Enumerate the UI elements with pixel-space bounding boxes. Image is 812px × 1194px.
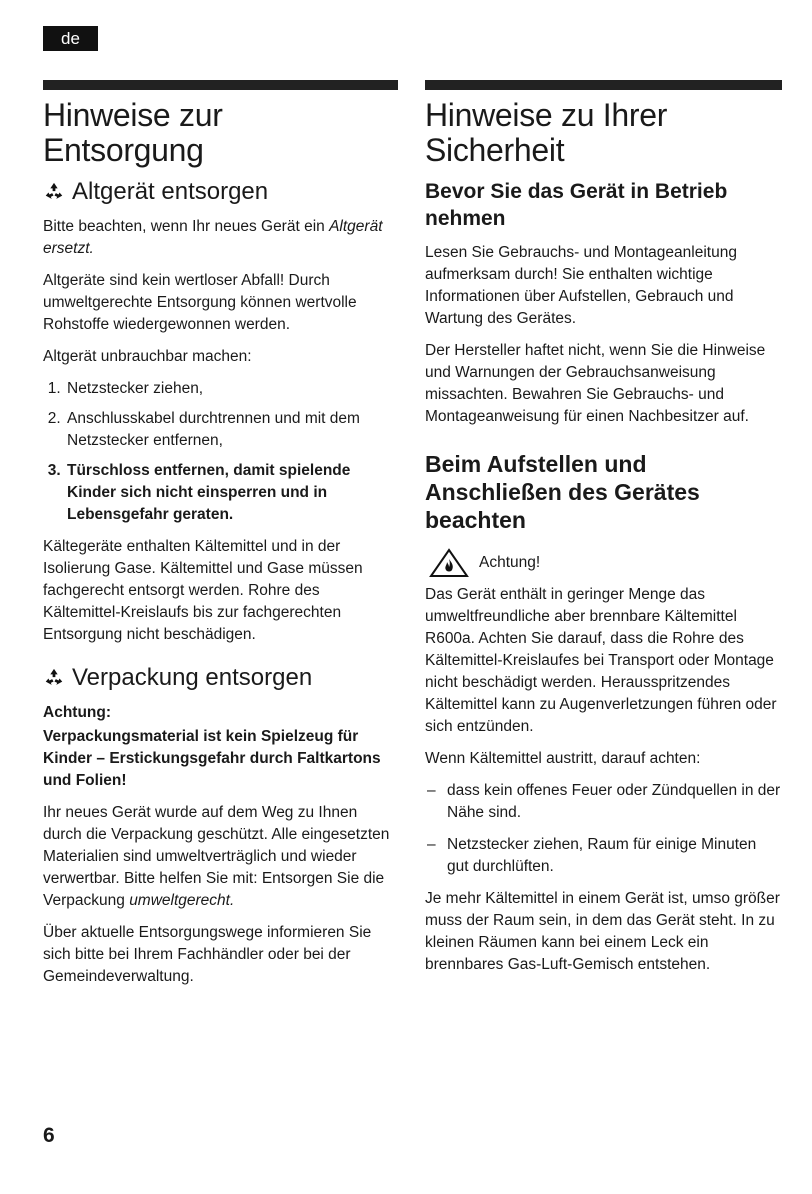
page-number: 6 bbox=[43, 1124, 55, 1147]
section-rule bbox=[425, 80, 782, 90]
old-appliance-heading bbox=[43, 178, 398, 206]
safety-heading-line2: Sicherheit bbox=[425, 132, 565, 168]
list-item: – dass kein offenes Feuer oder Zündquellen in der Nähe sind. bbox=[447, 780, 782, 824]
warning-notice bbox=[425, 548, 782, 578]
packaging-text-italic: umweltgerecht. bbox=[129, 892, 235, 909]
make-unusable-text: Altgerät unbrauchbar machen: bbox=[43, 348, 252, 365]
intro-text-plain: Bitte beachten, wenn Ihr neues Gerät ein bbox=[43, 218, 325, 235]
refrigerant-warning-text: Das Gerät enthält in geringer Menge das umweltfreundliche aber brennbare Kältemittel R600a. Achten Sie darauf, dass die Rohre des Kältemittel-Kreislaufes bei Transport oder Montage nicht beschädigt werden. Herausspritzendes Kältemittel kann zu Augenverletzungen führen oder sich entzünden. bbox=[425, 586, 777, 735]
safety-heading-line1: Hinweise zu Ihrer bbox=[425, 97, 668, 133]
disposal-heading-line2: Entsorgung bbox=[43, 132, 204, 168]
intro-text bbox=[43, 216, 398, 260]
disposal-column bbox=[43, 80, 398, 998]
list-item: 1. Netzstecker ziehen, bbox=[65, 378, 398, 400]
liability-text: Der Hersteller haftet nicht, wenn Sie die Hinweise und Warnungen der Gebrauchsanweisung missachten. Bewahren Sie Gebrauchs- und Montageanweisung für einen Nachbesitzer auf. bbox=[425, 342, 766, 425]
warning-label: Achtung! bbox=[479, 554, 541, 571]
refrigerant-text: Kältegeräte enthalten Kältemittel und in der Isolierung Gase. Kältemittel und Gase müssen fachgerecht entsorgt werden. Rohre des Kältemittel-Kreislaufs bis zur fachgerechten Entsorgung nicht beschädigen. bbox=[43, 538, 363, 643]
recycle-icon bbox=[43, 181, 65, 203]
old-appliance-title: Altgerät entsorgen bbox=[72, 178, 269, 205]
section-rule bbox=[43, 80, 398, 90]
before-operation-heading: Bevor Sie das Gerät in Betrieb nehmen bbox=[425, 180, 728, 230]
disposal-heading bbox=[43, 98, 398, 168]
installation-heading: Beim Aufstellen und Anschließen des Gerätes beachten bbox=[425, 451, 700, 533]
packaging-text bbox=[43, 802, 398, 912]
packaging-heading bbox=[43, 664, 398, 692]
leak-instructions bbox=[425, 780, 782, 878]
safety-column bbox=[425, 80, 782, 986]
disposal-steps bbox=[43, 378, 398, 526]
safety-heading bbox=[425, 98, 782, 168]
disposal-heading-line1: Hinweise zur bbox=[43, 97, 223, 133]
list-item: 3. Türschloss entfernen, damit spielende Kinder sich nicht einsperren und in Lebensgefahr geraten. bbox=[65, 460, 398, 526]
recycle-icon bbox=[43, 667, 65, 689]
language-tag: de bbox=[43, 26, 98, 51]
packaging-title: Verpackung entsorgen bbox=[72, 664, 313, 691]
packaging-warning: Verpackungsmaterial ist kein Spielzeug für Kinder – Erstickungsgefahr durch Faltkartons und Folien! bbox=[43, 728, 381, 789]
disposal-info-text: Über aktuelle Entsorgungswege informieren Sie sich bitte bei Ihrem Fachhändler oder bei der Gemeindeverwaltung. bbox=[43, 924, 372, 985]
list-item: – Netzstecker ziehen, Raum für einige Minuten gut durchlüften. bbox=[447, 834, 782, 878]
packaging-text-plain: Ihr neues Gerät wurde auf dem Weg zu Ihnen durch die Verpackung geschützt. Alle eingesetzten Materialien sind umweltverträglich und wieder verwertbar. Bitte helfen Sie mit: Entsorgen Sie die Verpackung bbox=[43, 804, 390, 909]
attention-label: Achtung: bbox=[43, 704, 112, 721]
room-size-text: Je mehr Kältemittel in einem Gerät ist, umso größer muss der Raum sein, in dem das Gerät steht. In zu kleinen Räumen kann bei einem Leck ein brennbares Gas-Luft-Gemisch entstehen. bbox=[425, 890, 780, 973]
flammable-warning-icon bbox=[429, 548, 469, 578]
leak-intro-text: Wenn Kältemittel austritt, darauf achten: bbox=[425, 750, 701, 767]
read-manual-text: Lesen Sie Gebrauchs- und Montageanleitung aufmerksam durch! Sie enthalten wichtige Informationen über Aufstellen, Gebrauch und Wartung des Gerätes. bbox=[425, 244, 737, 327]
list-item: 2. Anschlusskabel durchtrennen und mit dem Netzstecker entfernen, bbox=[65, 408, 398, 452]
recycling-text: Altgeräte sind kein wertloser Abfall! Durch umweltgerechte Entsorgung können wertvolle Rohstoffe wiedergewonnen werden. bbox=[43, 272, 357, 333]
intro-text-italic: Altgerät ersetzt. bbox=[43, 218, 383, 257]
